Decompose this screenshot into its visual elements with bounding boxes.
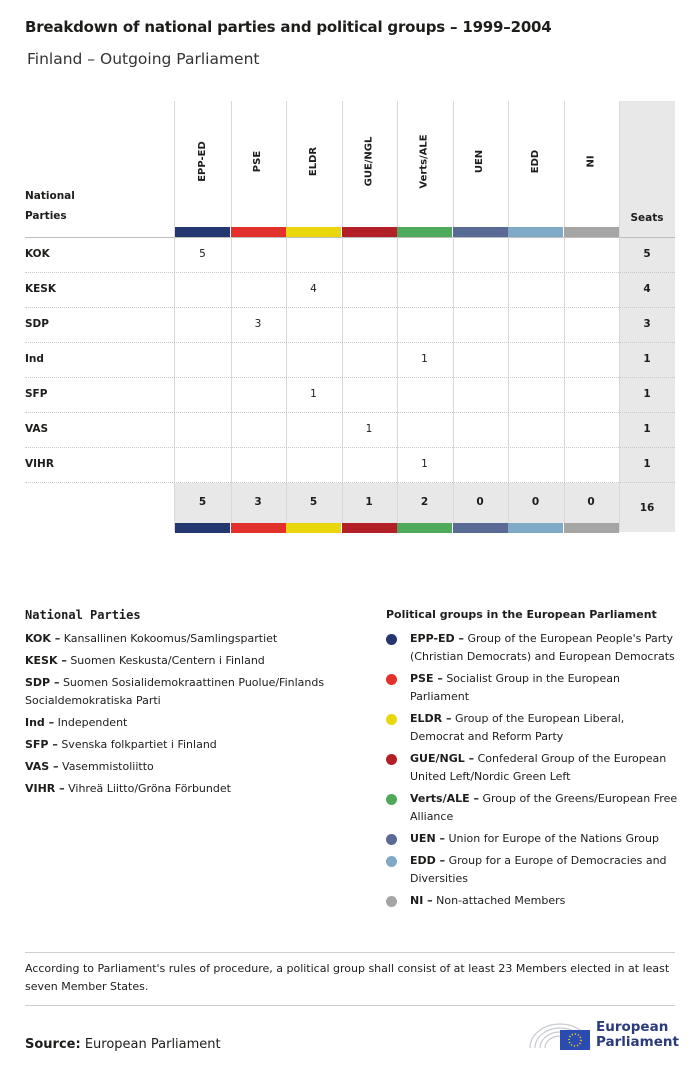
- seat-count-cell: 1: [421, 458, 428, 470]
- group-header: [397, 101, 452, 221]
- national-party-legend-item: [25, 758, 355, 776]
- group-legend-code: EPP-ED –: [410, 632, 464, 645]
- group-legend-code: Verts/ALE –: [410, 792, 479, 805]
- group-color-bar: [231, 227, 286, 237]
- group-legend-code: GUE/NGL –: [410, 752, 475, 765]
- national-party-legend-item: [25, 736, 355, 754]
- party-seat-total: 4: [643, 283, 651, 295]
- party-seat-total: 1: [643, 458, 651, 470]
- group-legend-name: Confederal Group of the European United Left/Nordic Green Left: [410, 752, 667, 783]
- national-party-name: Suomen Keskusta/Centern i Finland: [66, 654, 265, 667]
- national-party-code: KOK –: [25, 632, 61, 645]
- party-code: VAS: [25, 423, 49, 435]
- row-header-word: National: [25, 190, 75, 202]
- national-parties-legend: [25, 630, 355, 802]
- group-color-bar: [342, 523, 397, 533]
- group-header-label: NI: [585, 154, 597, 168]
- group-legend-code: PSE –: [410, 672, 443, 685]
- group-legend-name: Non-attached Members: [432, 894, 566, 907]
- group-legend-item: [386, 710, 681, 746]
- group-color-bar: [564, 523, 619, 533]
- seat-count-cell: 1: [421, 353, 428, 365]
- national-party-code: VAS –: [25, 760, 59, 773]
- group-total-cell: 5: [309, 496, 318, 508]
- row-divider: [25, 377, 675, 378]
- national-party-legend-item: [25, 630, 355, 648]
- party-code: SDP: [25, 318, 49, 330]
- note-divider-top: [25, 952, 675, 953]
- note-divider-bottom: [25, 1005, 675, 1006]
- party-code: KOK: [25, 248, 50, 260]
- group-color-bar: [508, 227, 563, 237]
- seats-header: Seats: [630, 212, 664, 224]
- row-header-word: Parties: [25, 210, 67, 222]
- chart-subtitle: Finland – Outgoing Parliament: [27, 50, 260, 68]
- party-code: KESK: [25, 283, 57, 295]
- group-legend-name: Union for Europe of the Nations Group: [444, 832, 659, 845]
- group-header-label: EPP-ED: [196, 140, 208, 182]
- group-total-cell: 2: [420, 496, 429, 508]
- group-legend-item: [386, 750, 681, 786]
- group-header-label: UEN: [474, 149, 486, 173]
- header-rule: [25, 237, 675, 238]
- group-total-cell: 3: [254, 496, 262, 508]
- group-legend-name: Group of the European Liberal, Democrat and Reform Party: [410, 712, 625, 743]
- logo-text-line-2: Parliament: [596, 1034, 679, 1050]
- group-total-cell: 0: [476, 496, 484, 508]
- group-header: [453, 101, 508, 221]
- chart-title: Breakdown of national parties and political groups – 1999–2004: [25, 18, 552, 36]
- group-legend-name: Group for a Europe of Democracies and Diversities: [410, 854, 667, 885]
- group-header-label: ELDR: [308, 146, 319, 176]
- group-color-dot-icon: [386, 794, 397, 805]
- group-color-dot-icon: [386, 714, 397, 725]
- row-divider: [25, 272, 675, 273]
- group-legend-code: NI –: [410, 894, 433, 907]
- row-header-label: [25, 186, 75, 226]
- national-party-name: Kansallinen Kokoomus/Samlingspartiet: [60, 632, 278, 645]
- row-divider: [25, 342, 675, 343]
- group-header-label: GUE/NGL: [363, 136, 375, 186]
- group-legend-item: [386, 892, 681, 910]
- group-color-bar: [453, 523, 508, 533]
- group-color-dot-icon: [386, 754, 397, 765]
- logo-text-line-1: European: [596, 1019, 669, 1035]
- groups-legend: [386, 630, 681, 914]
- group-color-dot-icon: [386, 834, 397, 845]
- national-parties-legend-title: National Parties: [25, 608, 141, 622]
- group-header-label: PSE: [252, 150, 264, 172]
- party-seat-total: 3: [643, 318, 651, 330]
- european-parliament-logo: [526, 1014, 679, 1054]
- row-divider: [25, 412, 675, 413]
- national-party-code: Ind –: [25, 716, 55, 729]
- hemicycle-flag-icon: [526, 1014, 596, 1054]
- group-header-label: EDD: [530, 149, 541, 173]
- group-legend-item: [386, 670, 681, 706]
- group-color-bar: [342, 227, 397, 237]
- group-total-cell: 5: [198, 496, 207, 508]
- procedure-note: According to Parliament's rules of procedure, a political group shall consist of at least 23 Members elected in at least seven Member States.: [25, 962, 670, 993]
- group-legend-code: UEN –: [410, 832, 445, 845]
- group-color-bar: [231, 523, 286, 533]
- party-code: VIHR: [25, 458, 54, 470]
- group-color-bar: [286, 523, 341, 533]
- seat-count-cell: 1: [365, 423, 373, 435]
- party-seat-total: 5: [643, 248, 651, 260]
- national-party-code: SDP –: [25, 676, 60, 689]
- national-party-legend-item: [25, 780, 355, 798]
- group-header: [564, 101, 619, 221]
- group-legend-item: [386, 830, 681, 848]
- party-seat-total: 1: [643, 353, 651, 365]
- source-value: European Parliament: [84, 1037, 221, 1052]
- party-code: SFP: [25, 388, 48, 400]
- group-legend-code: ELDR –: [410, 712, 452, 725]
- party-code: Ind: [25, 353, 44, 365]
- national-party-name: Vasemmistoliitto: [58, 760, 154, 773]
- group-total-cell: 0: [587, 496, 595, 508]
- group-legend-item: [386, 630, 681, 666]
- party-seat-total: 1: [643, 423, 651, 435]
- group-header: [508, 101, 563, 221]
- group-color-bar: [564, 227, 619, 237]
- party-seat-total: 1: [643, 388, 651, 400]
- group-color-dot-icon: [386, 896, 397, 907]
- group-total-cell: 1: [365, 496, 373, 508]
- group-total-cell: 0: [531, 496, 540, 508]
- seat-count-cell: 5: [199, 248, 206, 260]
- row-divider: [25, 482, 675, 483]
- national-party-code: VIHR –: [25, 782, 65, 795]
- grand-total: 16: [639, 502, 655, 514]
- group-color-bar: [175, 523, 230, 533]
- groups-legend-title: Political groups in the European Parliament: [386, 608, 657, 621]
- group-header: [231, 101, 286, 221]
- group-legend-name: Group of the Greens/European Free Alliance: [410, 792, 678, 823]
- group-header: [342, 101, 397, 221]
- group-color-dot-icon: [386, 856, 397, 867]
- group-color-bar: [453, 227, 508, 237]
- group-legend-item: [386, 852, 681, 888]
- national-party-name: Independent: [54, 716, 128, 729]
- national-party-code: SFP –: [25, 738, 58, 751]
- group-color-bar: [397, 523, 452, 533]
- source-line: [25, 1037, 221, 1052]
- group-color-dot-icon: [386, 674, 397, 685]
- group-header: [175, 101, 230, 221]
- seat-count-cell: 1: [310, 388, 317, 400]
- national-party-code: KESK –: [25, 654, 67, 667]
- group-color-bar: [397, 227, 452, 237]
- row-divider: [25, 307, 675, 308]
- group-color-bar: [286, 227, 341, 237]
- group-legend-name: Group of the European People's Party (Christian Democrats) and European Democrats: [410, 632, 675, 663]
- national-party-name: Svenska folkpartiet i Finland: [57, 738, 217, 751]
- group-header-label: Verts/ALE: [418, 133, 430, 189]
- national-party-name: Suomen Sosialidemokraattinen Puolue/Finlands Socialdemokratiska Parti: [25, 676, 325, 707]
- seat-count-cell: 3: [254, 318, 262, 330]
- national-party-legend-item: [25, 714, 355, 732]
- group-legend-item: [386, 790, 681, 826]
- national-party-name: Vihreä Liitto/Gröna Förbundet: [64, 782, 231, 795]
- national-party-legend-item: [25, 652, 355, 670]
- group-legend-code: EDD –: [410, 854, 446, 867]
- row-divider: [25, 447, 675, 448]
- national-party-legend-item: [25, 674, 355, 710]
- group-header: [286, 101, 341, 221]
- seat-count-cell: 4: [310, 283, 317, 295]
- group-legend-name: Socialist Group in the European Parliament: [410, 672, 620, 703]
- group-color-bar: [508, 523, 563, 533]
- group-color-dot-icon: [386, 634, 397, 645]
- group-color-bar: [175, 227, 230, 237]
- source-label: Source:: [25, 1037, 81, 1052]
